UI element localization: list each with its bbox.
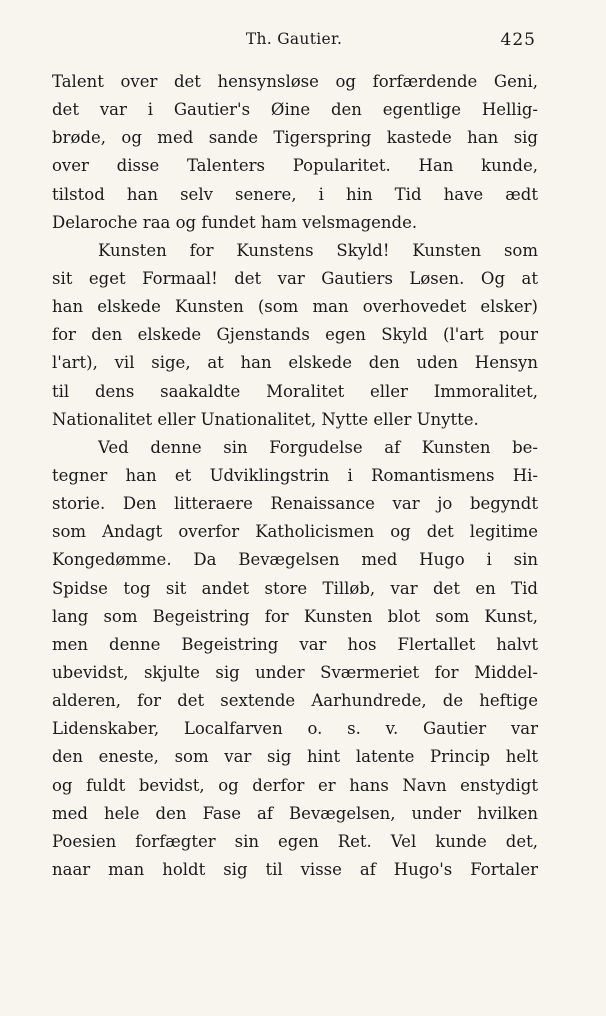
text-line: Poesien forfægter sin egen Ret. Vel kunde det,: [52, 831, 538, 851]
text-line: lang som Begeistring for Kunsten blot som Kunst,: [52, 606, 538, 626]
text-line: det var i Gautier's Øine den egentlige Hellig-: [52, 100, 538, 120]
text-line: Spidse tog sit andet store Tilløb, var det en Tid: [52, 578, 538, 598]
text-line: som Andagt overfor Katholicismen og det legitime: [52, 522, 538, 542]
text-line: han elskede Kunsten (som man overhovedet elsker): [52, 297, 538, 317]
text-line: for den elskede Gjenstands egen Skyld (l'art pour: [52, 325, 538, 345]
text-line: storie. Den litteraere Renaissance var jo begyndt: [52, 494, 538, 514]
text-line: over disse Talenters Popularitet. Han kunde,: [52, 156, 538, 176]
text-line: Delaroche raa og fundet ham velsmagende.: [52, 212, 418, 232]
text-line: Kunsten for Kunstens Skyld! Kunsten som: [98, 240, 538, 260]
text-line: men denne Begeistring var hos Flertallet halvt: [52, 634, 538, 654]
text-line: alderen, for det sextende Aarhundrede, de heftige: [52, 691, 538, 711]
text-line: Lidenskaber, Localfarven o. s. v. Gautier var: [52, 719, 538, 739]
text-line: Nationalitet eller Unationalitet, Nytte eller Unytte.: [52, 409, 479, 429]
body-text: [52, 68, 538, 884]
text-line: tilstod han selv senere, i hin Tid have ædt: [52, 184, 538, 204]
text-line: til dens saakaldte Moralitet eller Immoralitet,: [52, 381, 538, 401]
text-line: Ved denne sin Forgudelse af Kunsten be-: [98, 437, 538, 457]
text-line: med hele den Fase af Bevægelsen, under hvilken: [52, 803, 538, 823]
text-line: tegner han et Udviklingstrin i Romantismens Hi-: [52, 465, 538, 485]
text-line: naar man holdt sig til visse af Hugo's Fortaler: [52, 859, 538, 879]
text-line: ubevidst, skjulte sig under Sværmeriet for Middel-: [52, 662, 538, 682]
running-title: Th. Gautier.: [245, 30, 343, 48]
text-line: l'art), vil sige, at han elskede den uden Hensyn: [52, 353, 538, 373]
text-line: brøde, og med sande Tigerspring kastede han sig: [52, 128, 538, 148]
page-header: [52, 30, 536, 54]
text-line: Talent over det hensynsløse og forfærdende Geni,: [52, 72, 538, 91]
text-line: og fuldt bevidst, og derfor er hans Navn enstydigt: [52, 775, 538, 795]
text-line: den eneste, som var sig hint latente Princip helt: [52, 747, 538, 767]
page-number: 425: [500, 30, 536, 50]
text-line: Kongedømme. Da Bevægelsen med Hugo i sin: [52, 550, 538, 570]
text-line: sit eget Formaal! det var Gautiers Løsen. Og at: [52, 268, 538, 288]
